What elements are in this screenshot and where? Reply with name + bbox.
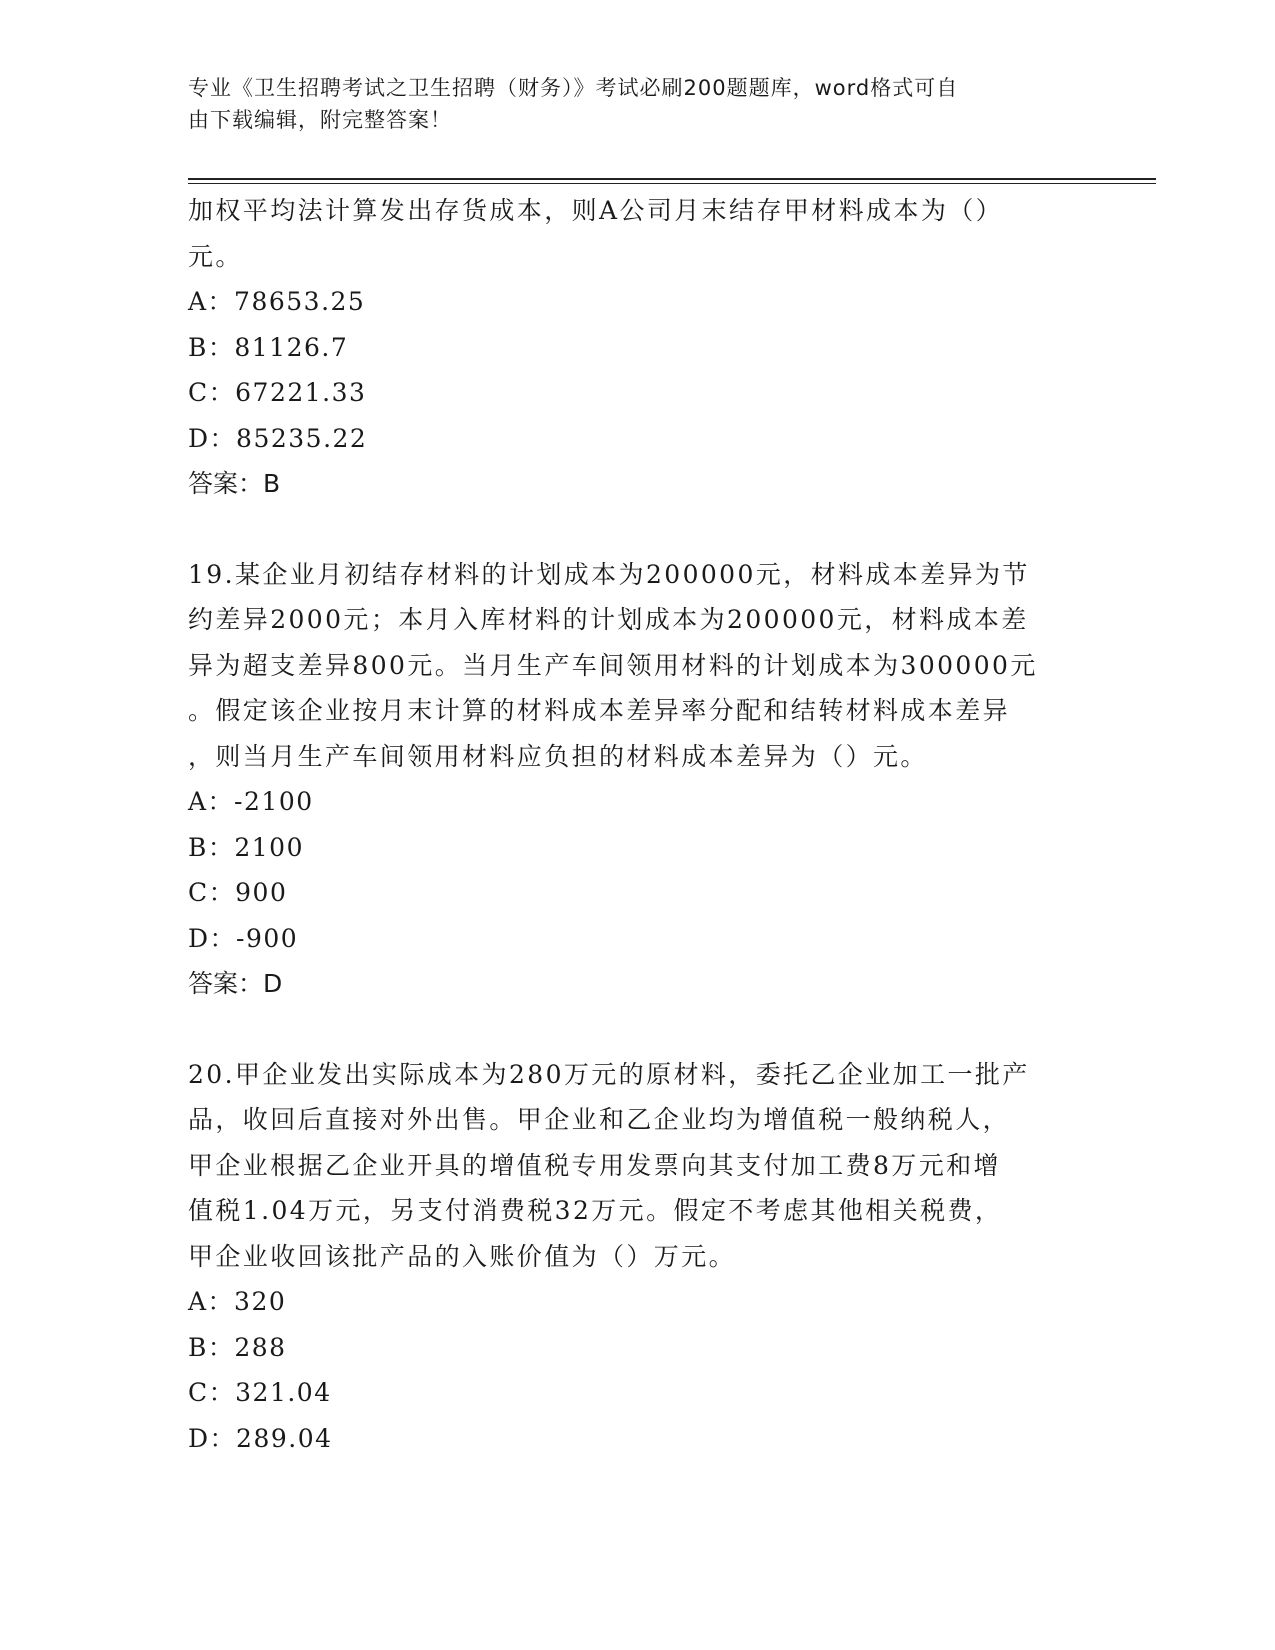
question-stem-line: 约差异2000元；本月入库材料的计划成本为200000元，材料成本差 bbox=[188, 605, 1029, 634]
header-divider bbox=[188, 178, 1156, 180]
question-18 bbox=[188, 188, 1088, 507]
option-a: A：320 bbox=[188, 1287, 287, 1316]
question-stem-line: 异为超支差异800元。当月生产车间领用材料的计划成本为300000元 bbox=[188, 650, 1038, 680]
question-20 bbox=[188, 1052, 1088, 1462]
question-stem-line: 品，收回后直接对外出售。甲企业和乙企业均为增值税一般纳税人， bbox=[188, 1105, 1011, 1134]
question-stem-line: 甲企业根据乙企业开具的增值税专用发票向其支付加工费8万元和增 bbox=[188, 1150, 1001, 1180]
option-c: C：67221.33 bbox=[188, 378, 367, 407]
question-stem-line: 甲企业收回该批产品的入账价值为（）万元。 bbox=[188, 1241, 737, 1271]
question-list bbox=[188, 188, 1088, 1461]
option-a: A：-2100 bbox=[188, 787, 314, 816]
option-a: A：78653.25 bbox=[188, 287, 366, 316]
question-stem-line: 19.某企业月初结存材料的计划成本为200000元，材料成本差异为节 bbox=[188, 559, 1030, 589]
option-c: C：321.04 bbox=[188, 1378, 332, 1407]
question-stem-line: 加权平均法计算发出存货成本，则A公司月末结存甲材料成本为（） bbox=[188, 196, 1004, 225]
question-19 bbox=[188, 552, 1088, 1007]
answer-label: 答案：B bbox=[188, 469, 281, 498]
option-b: B：288 bbox=[188, 1332, 287, 1362]
question-stem-line: 值税1.04万元，另支付消费税32万元。假定不考虑其他相关税费， bbox=[188, 1196, 1003, 1225]
question-stem-line: 。假定该企业按月末计算的材料成本差异率分配和结转材料成本差异 bbox=[188, 696, 1011, 725]
answer-label: 答案：D bbox=[188, 969, 283, 998]
question-stem-line: ，则当月生产车间领用材料应负担的材料成本差异为（）元。 bbox=[188, 741, 928, 771]
option-b: B：2100 bbox=[188, 832, 304, 862]
question-stem-line: 元。 bbox=[188, 241, 243, 271]
option-c: C：900 bbox=[188, 878, 288, 907]
option-d: D：85235.22 bbox=[188, 423, 368, 453]
header-title-line-2: 由下载编辑，附完整答案！ bbox=[188, 108, 452, 132]
spacer bbox=[188, 1007, 1088, 1052]
question-stem-line: 20.甲企业发出实际成本为280万元的原材料，委托乙企业加工一批产 bbox=[188, 1059, 1030, 1089]
option-b: B：81126.7 bbox=[188, 332, 349, 362]
spacer bbox=[188, 507, 1088, 552]
option-d: D：289.04 bbox=[188, 1423, 333, 1453]
header-title-line-1: 专业《卫生招聘考试之卫生招聘（财务）》考试必刷200题题库，word格式可自 bbox=[188, 76, 959, 100]
page-header bbox=[188, 72, 1068, 136]
option-d: D：-900 bbox=[188, 923, 299, 953]
